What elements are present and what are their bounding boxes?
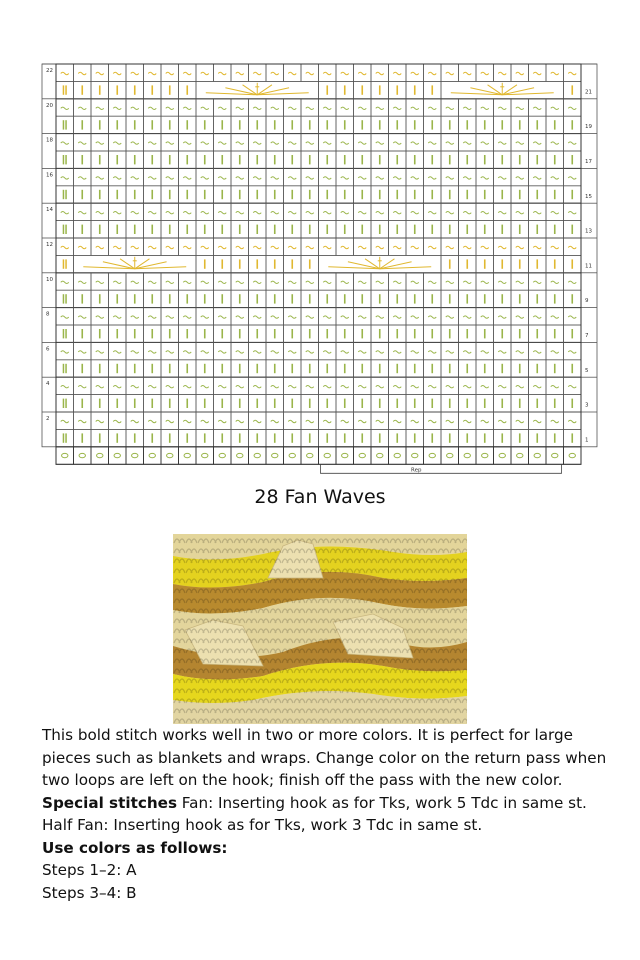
row-label-left: 12 xyxy=(46,242,53,248)
row-label-right: 21 xyxy=(585,89,592,96)
intro-paragraph: This bold stitch works well in two or more colors. It is perfect for large pieces such as blankets and wraps. Change color on the return pass when two loops are left on the hook; finish off the pass with the new color. xyxy=(42,726,607,789)
fan-symbol xyxy=(328,257,431,269)
row-label-left: 6 xyxy=(46,346,50,353)
colors-heading-text: Use colors as follows: xyxy=(42,838,228,857)
row-label-right: 11 xyxy=(585,263,592,270)
row-label-left: 4 xyxy=(46,381,50,388)
fan-symbol xyxy=(451,83,554,95)
row-label-right: 1 xyxy=(585,437,589,444)
row-label-right: 19 xyxy=(585,124,592,131)
row-label-left: 8 xyxy=(46,311,50,318)
row-label-left: 2 xyxy=(46,416,50,422)
row-label-right: 17 xyxy=(585,159,592,165)
row-label-left: 20 xyxy=(46,102,53,109)
step-1-2: Steps 1–2: A xyxy=(42,861,137,879)
row-label-right: 15 xyxy=(585,193,592,200)
special-stitches-line xyxy=(42,792,607,815)
row-label-right: 3 xyxy=(585,402,589,409)
swatch-photo xyxy=(173,534,467,724)
fan-definition: Fan: Inserting hook as for Tks, work 5 Tdc in same st. xyxy=(176,793,587,812)
fan-symbol xyxy=(206,83,309,95)
row-label-right: 9 xyxy=(585,298,589,305)
pattern-title: 28 Fan Waves xyxy=(254,486,386,508)
row-label-left: 18 xyxy=(46,137,53,144)
row-label-left: 14 xyxy=(46,207,53,214)
special-stitches-label: Special stitches xyxy=(42,793,177,812)
half-fan-definition: Half Fan: Inserting hook as for Tks, work 3 Tdc in same st. xyxy=(42,816,483,834)
rep-label: Rep xyxy=(411,467,422,474)
fan-symbol xyxy=(83,257,186,269)
colors-heading xyxy=(42,837,607,860)
row-label-right: 13 xyxy=(585,228,592,235)
swatch-image xyxy=(173,534,467,724)
step-3-4: Steps 3–4: B xyxy=(42,883,137,902)
row-label-left: 22 xyxy=(46,68,53,74)
pattern-description xyxy=(42,724,607,904)
row-label-right: 5 xyxy=(585,367,589,374)
row-label-right: 7 xyxy=(585,333,589,339)
row-label-left: 10 xyxy=(46,276,53,283)
row-label-left: 16 xyxy=(46,172,53,179)
